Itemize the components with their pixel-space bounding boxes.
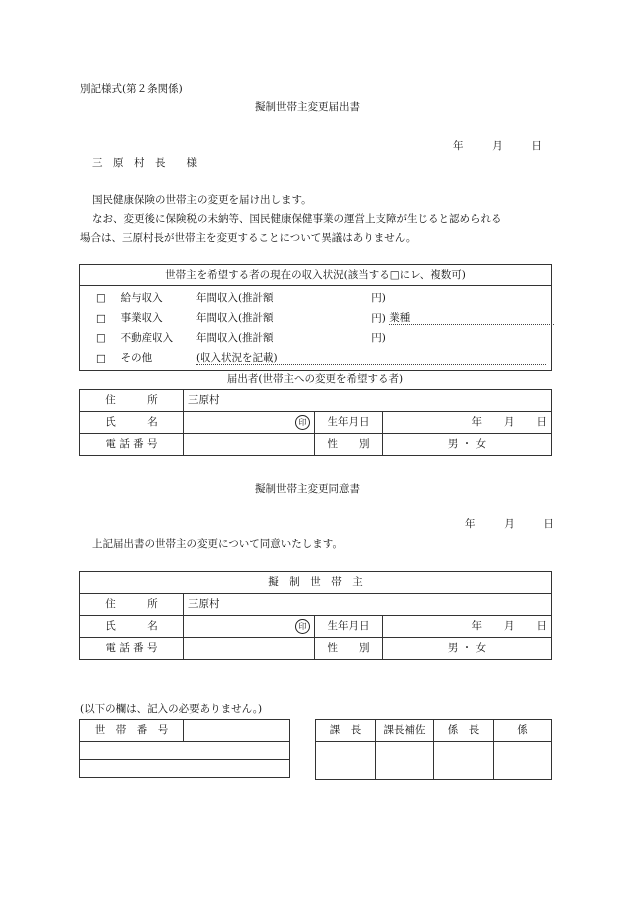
household-number-table (79, 719, 290, 778)
paragraph-3: 場合は、三原村長が世帯主を変更することについて異議はありません。 (80, 232, 417, 244)
checkbox[interactable]: □ (96, 352, 106, 365)
address-label: 住 所 (80, 594, 184, 616)
income-status-header: 世帯主を希望する者の現在の収入状況(該当する□にレ、複数可) (80, 265, 551, 286)
name-label: 氏 名 (80, 616, 184, 638)
consent-table-header: 擬 制 世 帯 主 (80, 572, 552, 594)
income-desc: 年間収入(推計額 (195, 312, 274, 325)
business-type-field[interactable] (389, 312, 554, 325)
other-income-field[interactable] (196, 352, 546, 365)
income-desc: (収入状況を記載) (195, 352, 278, 364)
dob-day: 日 (536, 620, 547, 633)
income-label: その他 (120, 352, 153, 365)
applicant-table (79, 389, 552, 456)
sex-label: 性 別 (315, 638, 383, 660)
form-title: 擬制世帯主変更届出書 (255, 101, 360, 113)
paragraph-1: 国民健康保険の世帯主の変更を届け出します。 (92, 194, 312, 206)
stamp-cell[interactable] (494, 742, 552, 780)
date-month: 月 (504, 518, 515, 530)
form-reference: 別記様式(第２条関係) (80, 83, 183, 95)
checkbox[interactable]: □ (96, 332, 106, 344)
income-desc: 年間収入(推計額 (195, 332, 274, 344)
sex-field[interactable]: 男 ・ 女 (383, 638, 552, 660)
paragraph-2: なお、変更後に保険税の未納等、国民健康保健事業の運営上支障が生じると認められる (92, 213, 502, 225)
stamp-cell[interactable] (434, 742, 494, 780)
name-label: 氏 名 (80, 412, 184, 434)
date-month: 月 (492, 140, 503, 152)
dob-year: 年 (471, 620, 482, 633)
consent-text: 上記届出書の世帯主の変更について同意いたします。 (92, 538, 343, 550)
income-label: 不動産収入 (120, 332, 174, 344)
income-label: 給与収入 (120, 292, 163, 304)
applicant-caption: 届出者(世帯主への変更を希望する者) (226, 373, 404, 385)
household-number-field[interactable] (184, 720, 290, 742)
approval-section-head: 係 長 (434, 720, 494, 742)
sex-label: 性 別 (315, 434, 383, 456)
yen: 円) (371, 332, 386, 344)
address-field[interactable]: 三原村 (184, 594, 552, 616)
income-row-realestate (96, 332, 386, 345)
consent-date-line (465, 518, 554, 531)
household-blank-row[interactable] (80, 760, 290, 778)
dob-year: 年 (471, 416, 482, 429)
name-field[interactable] (184, 412, 315, 434)
yen: 円) (371, 292, 386, 304)
seal-icon: 印 (295, 415, 310, 430)
name-field[interactable] (184, 616, 315, 638)
dob-label: 生年月日 (315, 412, 383, 434)
addressee: 三 原 村 長 様 (92, 157, 197, 169)
dob-month: 月 (504, 416, 515, 429)
dob-label: 生年月日 (315, 616, 383, 638)
checkbox[interactable]: □ (96, 292, 106, 304)
phone-label: 電 話 番 号 (80, 638, 184, 660)
phone-field[interactable] (184, 638, 315, 660)
income-status-box (79, 264, 552, 371)
address-label: 住 所 (80, 390, 184, 412)
stamp-cell[interactable] (316, 742, 376, 780)
dob-field[interactable] (383, 412, 552, 434)
approval-staff: 係 (494, 720, 552, 742)
dob-day: 日 (536, 416, 547, 429)
date-year: 年 (453, 140, 464, 152)
seal-icon: 印 (295, 619, 310, 634)
phone-field[interactable] (184, 434, 315, 456)
date-day: 日 (543, 518, 554, 530)
income-row-other (96, 352, 546, 365)
date-year: 年 (465, 518, 476, 530)
income-desc: 年間収入(推計額 (195, 292, 274, 304)
office-approval-table (315, 719, 552, 780)
sex-field[interactable]: 男 ・ 女 (383, 434, 552, 456)
stamp-cell[interactable] (376, 742, 434, 780)
yen: 円) (371, 312, 386, 325)
office-note: (以下の欄は、記入の必要ありません。) (80, 703, 263, 715)
approval-chief: 課 長 (316, 720, 376, 742)
household-number-label: 世 帯 番 号 (80, 720, 184, 742)
date-day: 日 (531, 140, 542, 152)
address-field[interactable]: 三原村 (184, 390, 552, 412)
business-type-label: 業種 (389, 312, 411, 324)
income-row-salary (96, 292, 386, 305)
dob-month: 月 (504, 620, 515, 633)
household-blank-row[interactable] (80, 742, 290, 760)
phone-label: 電 話 番 号 (80, 434, 184, 456)
date-line (453, 140, 542, 153)
checkbox[interactable]: □ (96, 312, 106, 325)
dob-field[interactable] (383, 616, 552, 638)
income-label: 事業収入 (120, 312, 163, 325)
approval-assistant-chief: 課長補佐 (376, 720, 434, 742)
consent-table (79, 571, 552, 660)
consent-title: 擬制世帯主変更同意書 (255, 483, 360, 495)
income-row-business (96, 312, 554, 325)
